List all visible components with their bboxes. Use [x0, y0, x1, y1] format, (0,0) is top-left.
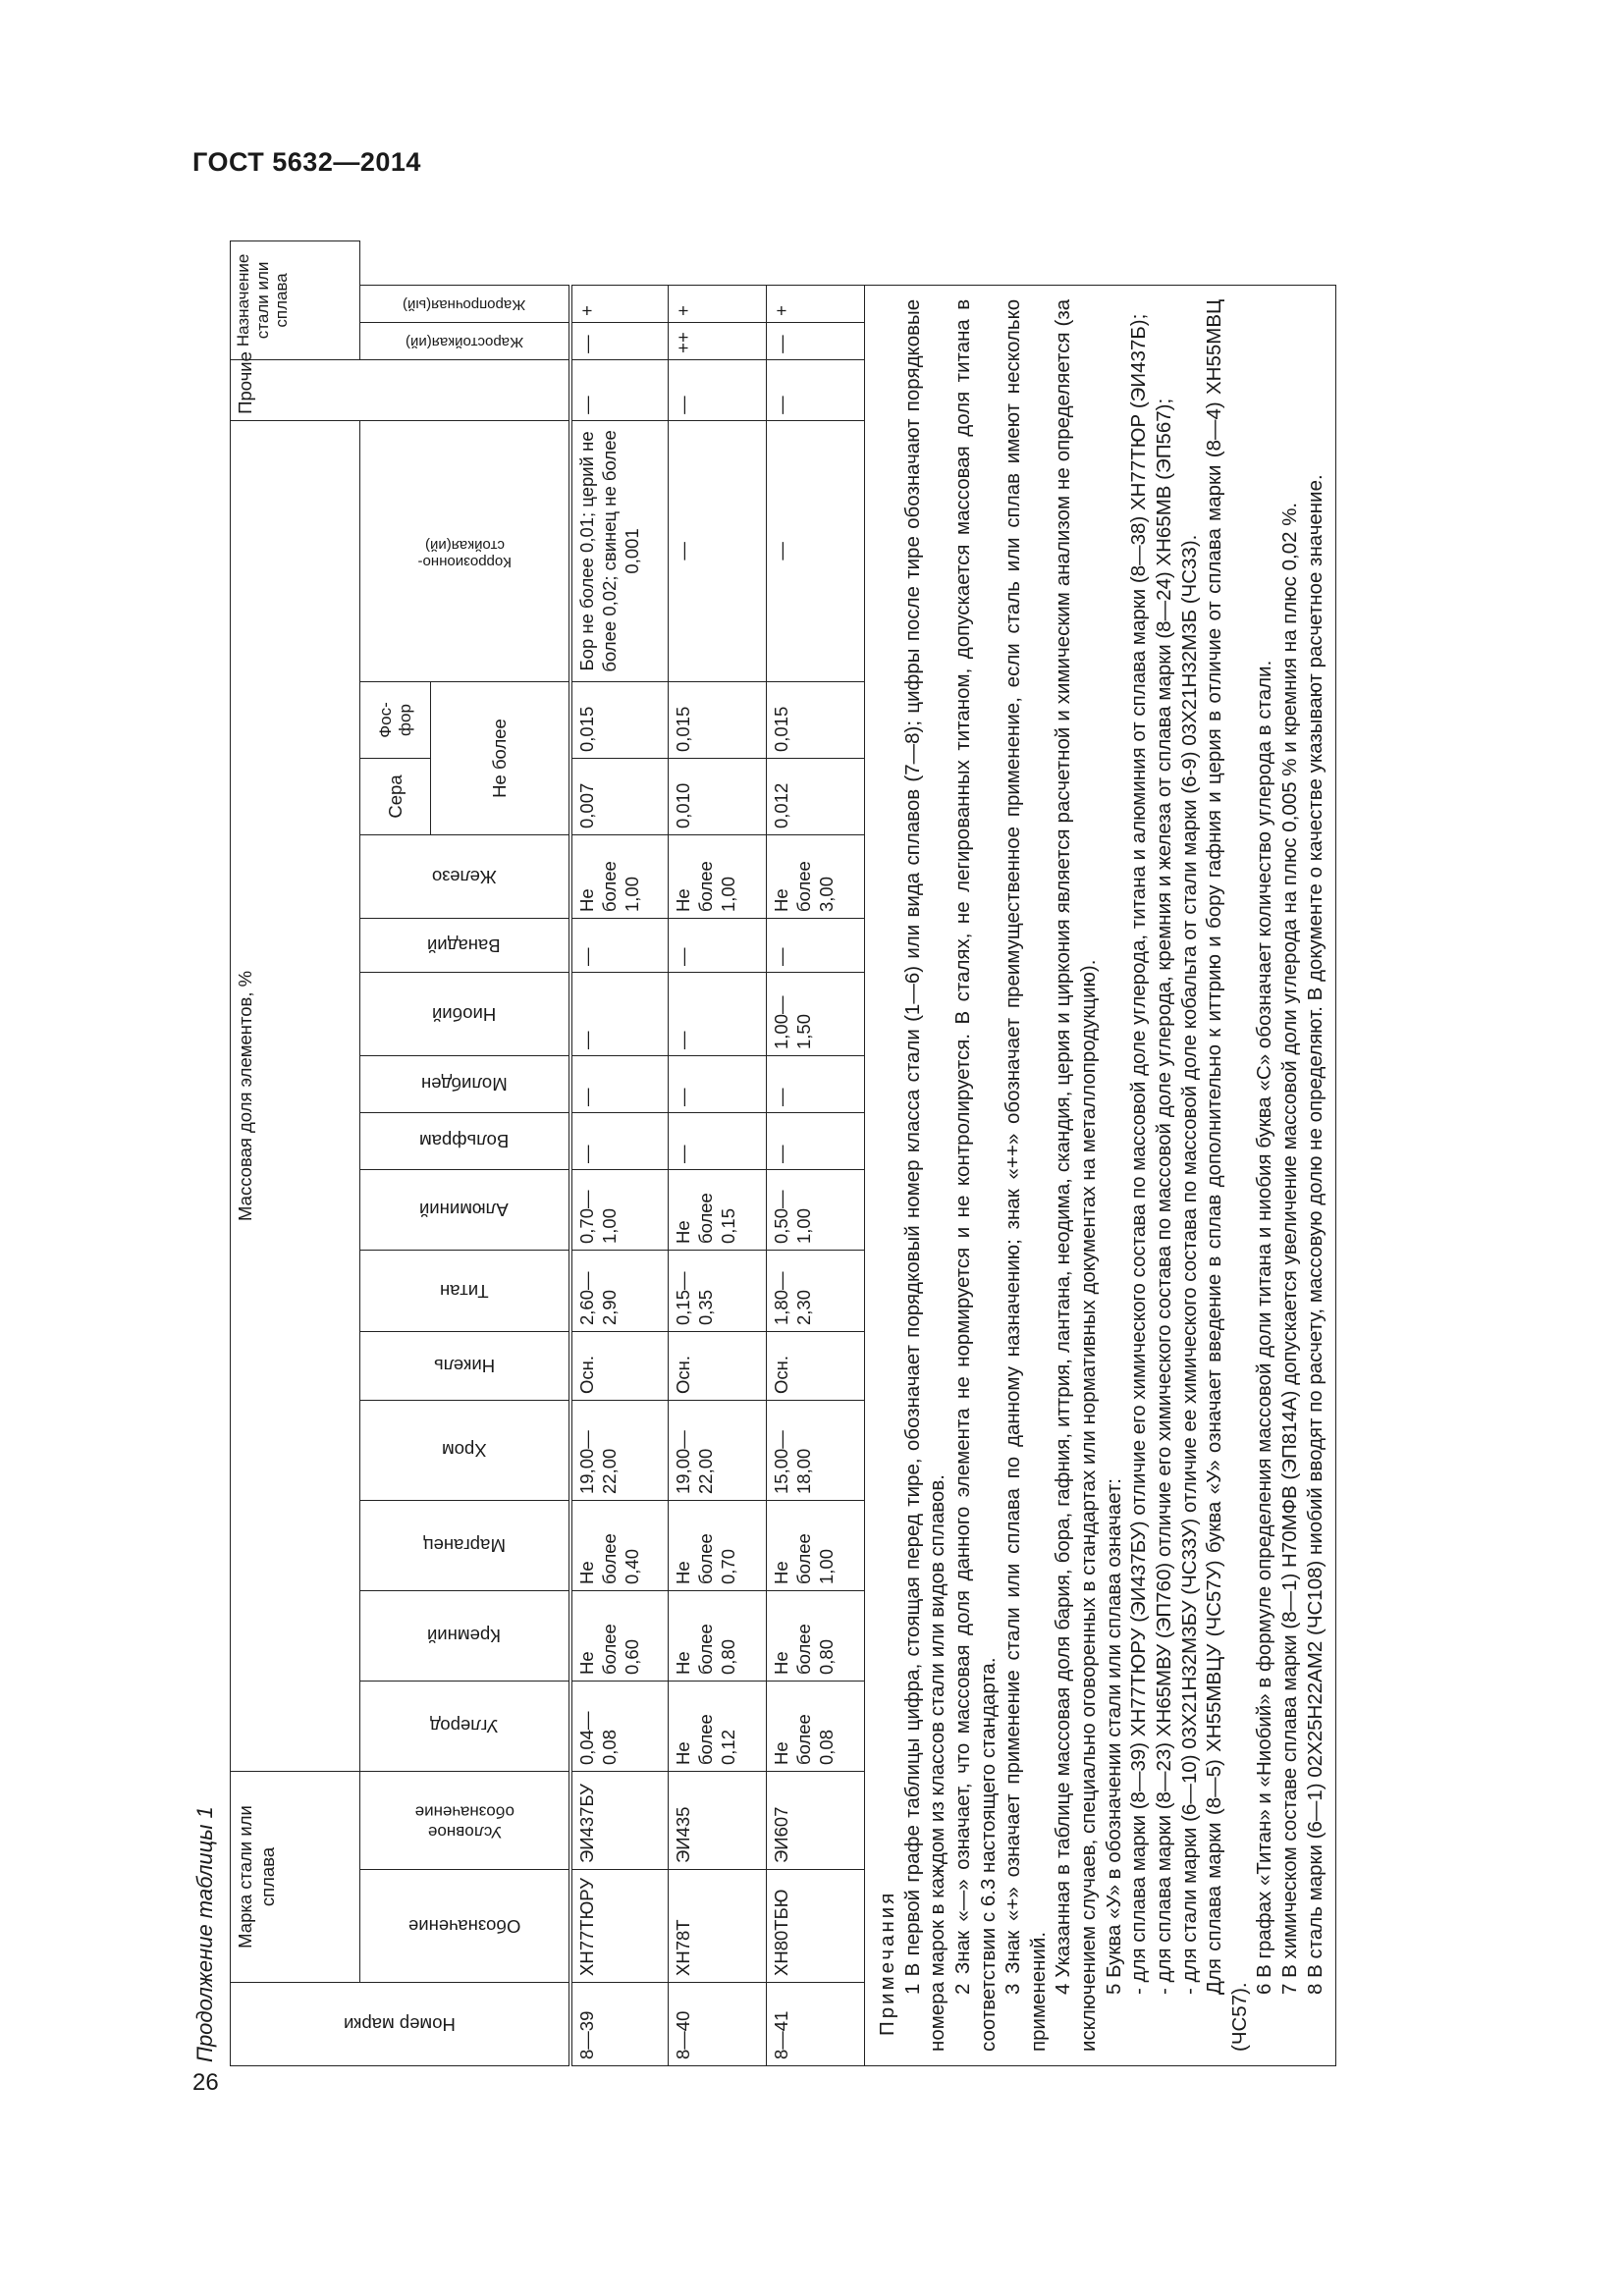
header-label: Условное обозначение — [414, 1803, 514, 1842]
header-label: Обозначение — [407, 1915, 520, 1937]
header-label: Титан — [439, 1280, 489, 1302]
table-cell: Не более 0,60 — [570, 1591, 669, 1682]
table-cell: Не более 0,08 — [767, 1682, 865, 1772]
header-designation — [360, 1870, 570, 1983]
table-cell: 0,012 — [767, 759, 865, 835]
note-item: 6 В графах «Титан» и «Ниобий» в формуле определения массовой доли титана и ниобия буква «С» обозначает количество углерода в стали. — [1253, 660, 1276, 1995]
header-label: Железо — [431, 866, 497, 887]
table-row — [570, 241, 669, 2066]
header-chromium — [360, 1401, 570, 1501]
table-cell: — — [570, 1113, 669, 1170]
table-cell: Не более 0,40 — [570, 1501, 669, 1591]
table-cell: — — [767, 322, 865, 359]
table-cell: 19,00—22,00 — [669, 1401, 767, 1501]
table-cell: + — [767, 285, 865, 322]
header-label: Углерод — [430, 1716, 499, 1737]
header-label: Вольфрам — [419, 1131, 510, 1152]
header-nickel — [360, 1332, 570, 1401]
header-heat-resistant — [360, 322, 570, 359]
table-cell: ХН77ТЮРУ — [570, 1870, 669, 1983]
table-cell: + — [669, 285, 767, 322]
header-conventional — [360, 1772, 570, 1870]
table-cell: ХН80ТБЮ — [767, 1870, 865, 1983]
table-cell: — — [767, 420, 865, 681]
table-cell: Не более 3,00 — [767, 835, 865, 919]
header-label: Коррозионно-стойкая(ий) — [417, 537, 512, 571]
table-cell: Не более 0,80 — [669, 1591, 767, 1682]
table-cell: — — [669, 1113, 767, 1170]
table-cell: — — [570, 359, 669, 420]
note-item: 7 В химическом составе сплава марки (8—1) Н70МФВ (ЭП814А) допускается увеличение массовой доли углерода на плюс 0,005 % и кремния на плюс 0,02 %. — [1278, 502, 1301, 1995]
table-cell: 0,010 — [669, 759, 767, 835]
table-cell: Осн. — [570, 1332, 669, 1401]
header-silicon — [360, 1591, 570, 1682]
header-label: Кремний — [427, 1626, 502, 1647]
table-continuation-caption: Продолжение таблицы 1 — [192, 1806, 217, 2062]
table-cell: 8—39 — [570, 1983, 669, 2066]
notes-row — [865, 241, 1336, 2066]
table-cell: — — [570, 1056, 669, 1113]
note-item: Для сплава марки (8—5) ХН55МВЦУ (ЧС57У) буква «У» означает введение в сплав дополнительно к иттрию и бору гафния и церия в отличие от сплава марки (8—4) ХН55МВЦ (ЧС57). — [1203, 298, 1251, 2052]
table-cell: — — [570, 322, 669, 359]
table-cell: Не более 1,00 — [570, 835, 669, 919]
chemical-composition-table — [230, 240, 1336, 2066]
table-notes — [865, 285, 1336, 2065]
table-cell: 0,015 — [570, 682, 669, 759]
table-cell: 1,80—2,30 — [767, 1251, 865, 1332]
table-cell: — — [767, 919, 865, 973]
table-cell: Не более 1,00 — [669, 835, 767, 919]
table-cell: ЭИ437БУ — [570, 1772, 669, 1870]
table-cell: 0,70—1,00 — [570, 1170, 669, 1251]
table-cell: 0,04—0,08 — [570, 1682, 669, 1772]
header-label: Ванадий — [427, 934, 502, 956]
table-cell: Не более 1,00 — [767, 1501, 865, 1591]
header-aluminium — [360, 1170, 570, 1251]
page-number: 26 — [192, 2069, 219, 2096]
table-cell: — — [767, 359, 865, 420]
table-cell: 0,15—0,35 — [669, 1251, 767, 1332]
header-label: Марганец — [422, 1535, 506, 1557]
table-cell: — — [767, 1113, 865, 1170]
table-cell: Не более 0,12 — [669, 1682, 767, 1772]
table-cell: 19,00—22,00 — [570, 1401, 669, 1501]
note-item: 4 Указанная в таблице массовая доля бария, бора, гафния, иттрия, лантана, неодима, скандия, церия и циркония является расчетной и химическим анализом не определяется (за исключением случаев, специально оговоренных в стандартах или нормативных документах на металлопродукцию). — [1052, 298, 1100, 2052]
table-cell: ХН78Т — [669, 1870, 767, 1983]
header-label: Молибден — [420, 1074, 508, 1095]
table-cell: 0,015 — [669, 682, 767, 759]
header-iron — [360, 835, 570, 919]
table-cell: 0,007 — [570, 759, 669, 835]
header-other: Прочие — [231, 359, 570, 420]
header-label: Номер марки — [343, 2013, 456, 2035]
header-phosphorus: Фос-фор — [360, 682, 431, 759]
table-cell: ЭИ607 — [767, 1772, 865, 1870]
table-cell: + — [570, 285, 669, 322]
table-cell: 8—41 — [767, 1983, 865, 2066]
note-item: - для сплава марки (8—23) ХН65МВУ (ЭП760) отличие его химического состава по массовой доле углерода, кремния и железа от сплава марки (8—24) ХН65МВ (ЭП567); — [1152, 398, 1175, 1995]
header-label: Жаростойкая(ий) — [405, 333, 523, 350]
header-niobium — [360, 973, 570, 1056]
header-label: Ниобий — [432, 1003, 497, 1025]
header-molybdenum — [360, 1056, 570, 1113]
table-cell: 1,00—1,50 — [767, 973, 865, 1056]
header-label: Алюминий — [419, 1200, 510, 1221]
table-cell: — — [669, 973, 767, 1056]
table-cell: — — [669, 359, 767, 420]
header-label: Никель — [433, 1356, 495, 1377]
note-item: 8 В сталь марки (6—1) 02Х25Н22АМ2 (ЧС108) ниобий вводят по расчету, массовую долю не определяют. В документе о качестве указывают расчетное значение. — [1303, 474, 1326, 1995]
table-cell: — — [669, 420, 767, 681]
table-cell: Не более 0,80 — [767, 1591, 865, 1682]
table-cell: Бор не более 0,01; церий не более 0,02; свинец не более 0,001 — [570, 420, 669, 681]
header-grade-no — [231, 1983, 570, 2066]
table-cell: Осн. — [767, 1332, 865, 1401]
header-grade-group: Марка стали или сплава — [231, 1772, 360, 1983]
table-row — [767, 241, 865, 2066]
header-manganese — [360, 1501, 570, 1591]
table-cell: — — [767, 1056, 865, 1113]
table-cell: 0,50—1,00 — [767, 1170, 865, 1251]
table-row — [669, 241, 767, 2066]
table-cell: Не более 0,70 — [669, 1501, 767, 1591]
header-tungsten — [360, 1113, 570, 1170]
document-header: ГОСТ 5632—2014 — [192, 147, 421, 177]
header-sulfur: Сера — [360, 759, 431, 835]
table-cell: 2,60—2,90 — [570, 1251, 669, 1332]
header-vanadium — [360, 919, 570, 973]
table-cell: — — [570, 973, 669, 1056]
note-item: 5 Буква «У» в обозначении стали или сплава означает: — [1102, 1478, 1125, 1995]
note-item: 1 В первой графе таблицы цифра, стоящая перед тире, обозначает порядковый номер класса стали (1—6) или вида сплавов (7—8); цифры после тире обозначают порядковые номера марок в каждом из классов стали или видов сплавов. — [900, 298, 949, 2052]
table-cell: 8—40 — [669, 1983, 767, 2066]
note-item: 3 Знак «+» означает применение стали или сплава по данному назначению; знак «++» обозначает преимущественное применение, если сталь или сплав имеют несколько применений. — [1001, 298, 1050, 2052]
header-not-more: Не более — [431, 682, 570, 835]
table-cell: Не более 0,15 — [669, 1170, 767, 1251]
header-titanium — [360, 1251, 570, 1332]
table-cell: — — [669, 919, 767, 973]
table-cell: 15,00—18,00 — [767, 1401, 865, 1501]
table-cell: ++ — [669, 322, 767, 359]
header-purpose: Назначение стали или сплава — [231, 241, 360, 360]
rotated-table-area — [192, 240, 1504, 2066]
header-label: Жаропрочная(ый) — [403, 295, 526, 313]
table-cell: Осн. — [669, 1332, 767, 1401]
table-cell: — — [669, 1056, 767, 1113]
header-corrosion — [360, 420, 570, 681]
header-mass-fraction: Массовая доля элементов, % — [231, 420, 360, 1771]
header-label: Хром — [441, 1440, 487, 1462]
table-cell: ЭИ435 — [669, 1772, 767, 1870]
note-item: 2 Знак «—» означает, что массовая доля данного элемента не нормируется и не контролируется. В сталях, не легированных титаном, допускается массовая доля титана в соответствии с 6.3 настоящего стандарта. — [950, 298, 1000, 2052]
notes-title: Примечания — [876, 1890, 898, 2036]
note-item: - для стали марки (6—10) 03Х21Н32М3БУ (ЧС33У) отличие ее химического состава по массовой доле кобальта от стали марки (6-9) 03Х21Н32М3Б (ЧС33). — [1177, 534, 1201, 1995]
table-cell: — — [570, 919, 669, 973]
note-item: - для сплава марки (8—39) ХН77ТЮРУ (ЭИ437БУ) отличие его химического состава по массовой доле углерода, титана и алюминия от сплава марки (8—38) ХН77ТЮР (ЭИ437Б); — [1127, 313, 1151, 1995]
table-cell: 0,015 — [767, 682, 865, 759]
header-carbon — [360, 1682, 570, 1772]
header-creep-resistant — [360, 285, 570, 322]
